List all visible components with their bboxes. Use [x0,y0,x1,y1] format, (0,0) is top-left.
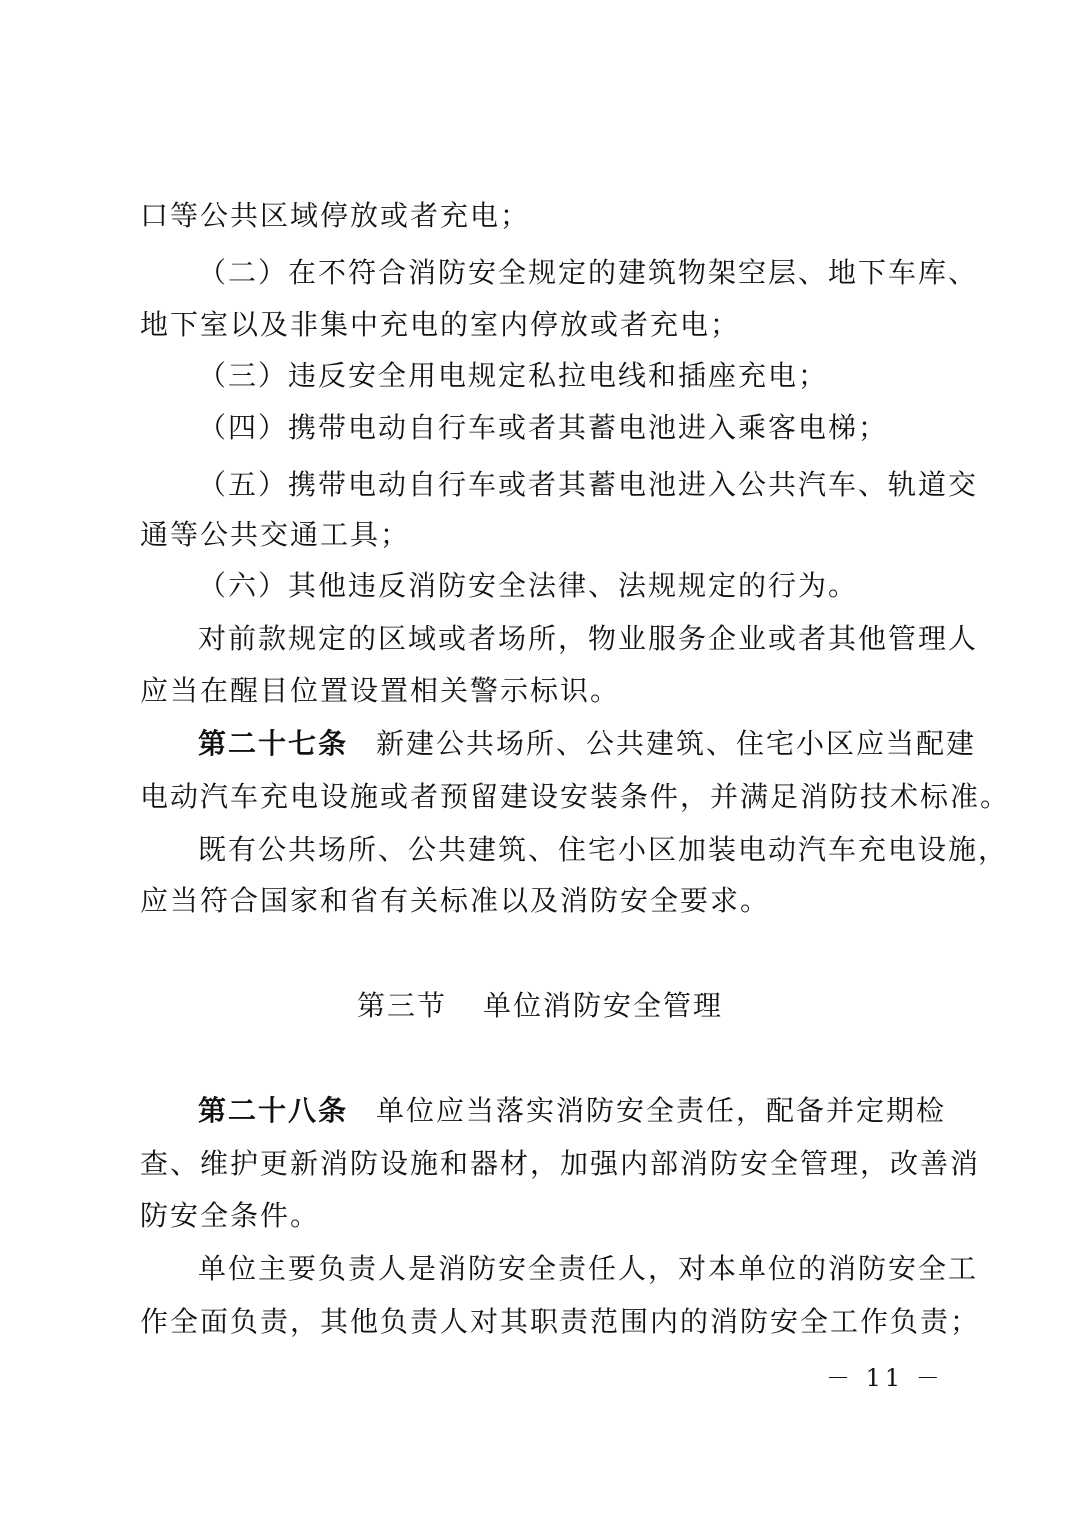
article-27-first-line [198,724,977,764]
text-line: （四）携带电动自行车或者其蓄电池进入乘客电梯； [198,411,889,444]
text-line: 电动汽车充电设施或者预留建设安装条件，并满足消防技术标准。 [140,780,1011,813]
article-28-text: 单位应当落实消防安全责任，配备并定期检 [376,1094,947,1127]
text-line: （三）违反安全用电规定私拉电线和插座充电； [198,359,829,392]
text-line: （五）携带电动自行车或者其蓄电池进入公共汽车、轨道交 [198,468,979,501]
article-28-label: 第二十八条 [198,1094,349,1127]
text-line: 应当符合国家和省有关标准以及消防安全要求。 [140,884,771,917]
section-number: 第三节 [356,989,447,1022]
text-line: （六）其他违反消防安全法律、法规规定的行为。 [198,569,859,602]
article-28-first-line [198,1091,947,1131]
text-line: 既有公共场所、公共建筑、住宅小区加装电动汽车充电设施， [198,833,1009,866]
article-27-label: 第二十七条 [198,727,349,760]
text-line: 对前款规定的区域或者场所，物业服务企业或者其他管理人 [198,622,979,655]
text-line: 地下室以及非集中充电的室内停放或者充电； [140,308,741,341]
section-title: 单位消防安全管理 [483,989,724,1022]
page-number: － 11 － [826,1364,944,1392]
text-line: 防安全条件。 [140,1199,321,1232]
section-heading [0,986,1080,1026]
text-line: 查、维护更新消防设施和器材，加强内部消防安全管理，改善消 [140,1147,981,1180]
text-line: 作全面负责，其他负责人对其职责范围内的消防安全工作负责； [140,1305,981,1338]
article-27-text: 新建公共场所、公共建筑、住宅小区应当配建 [376,727,977,760]
text-line: （二）在不符合消防安全规定的建筑物架空层、地下车库、 [198,256,979,289]
text-line: 口等公共区域停放或者充电； [140,199,531,232]
text-line: 应当在醒目位置设置相关警示标识。 [140,674,621,707]
text-line: 通等公共交通工具； [140,518,411,551]
text-line: 单位主要负责人是消防安全责任人，对本单位的消防安全工 [198,1252,979,1285]
